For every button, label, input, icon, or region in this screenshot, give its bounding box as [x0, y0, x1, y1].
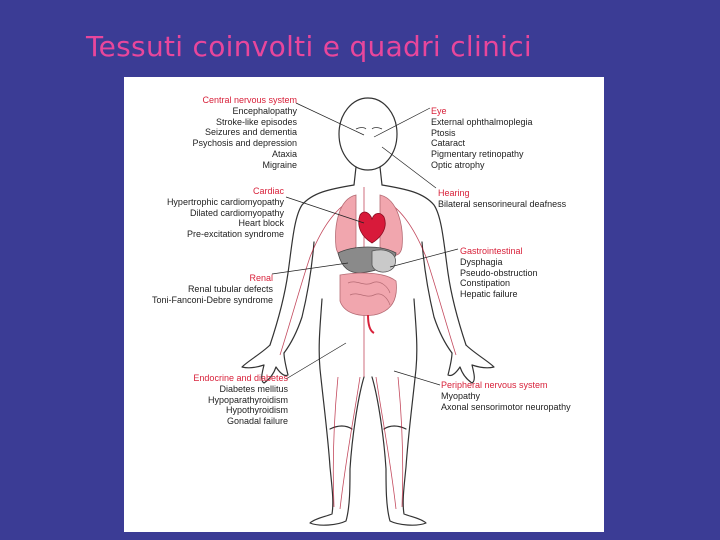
item-cns-5: Ataxia	[271, 148, 297, 159]
item-eye-3: Cataract	[431, 138, 466, 149]
item-renal-1: Renal tubular defects	[187, 283, 273, 294]
intestines	[340, 273, 396, 315]
item-eye-1: External ophthalmoplegia	[431, 116, 533, 127]
item-eye-4: Pigmentary retinopathy	[431, 149, 524, 160]
item-cns-6: Migraine	[262, 159, 297, 170]
item-endocrine-3: Hypothyroidism	[225, 405, 288, 416]
item-endocrine-1: Diabetes mellitus	[219, 383, 288, 394]
item-cns-3: Seizures and dementia	[204, 127, 297, 138]
item-gastro-4: Hepatic failure	[460, 289, 518, 300]
heading-renal: Renal	[249, 273, 273, 283]
stomach	[372, 250, 396, 272]
item-cns-2: Stroke-like episodes	[215, 116, 297, 127]
item-cardiac-1: Hypertrophic cardiomyopathy	[166, 196, 284, 207]
label-group-pns	[441, 380, 571, 412]
item-gastro-2: Pseudo-obstruction	[460, 267, 538, 278]
heading-cns: Central nervous system	[202, 95, 297, 105]
label-group-cardiac	[167, 186, 284, 240]
heading-gastro: Gastrointestinal	[460, 246, 523, 256]
label-group-gastro	[460, 246, 538, 300]
label-group-renal	[152, 273, 273, 305]
item-endocrine-4: Gonadal failure	[226, 416, 288, 427]
item-gastro-1: Dysphagia	[460, 256, 503, 267]
label-group-endocrine	[193, 373, 288, 427]
item-cardiac-4: Pre-excitation syndrome	[186, 229, 284, 240]
label-group-cns	[192, 95, 297, 171]
colon	[368, 315, 374, 333]
item-pns-1: Myopathy	[441, 390, 481, 401]
label-group-eye	[431, 106, 533, 171]
heading-cardiac: Cardiac	[252, 186, 284, 196]
item-eye-2: Ptosis	[431, 127, 456, 138]
item-gastro-3: Constipation	[460, 278, 511, 289]
body-diagram	[124, 77, 604, 532]
item-renal-2: Toni-Fanconi-Debre syndrome	[151, 294, 273, 305]
item-cns-4: Psychosis and depression	[192, 138, 297, 149]
item-pns-2: Axonal sensorimotor neuropathy	[441, 401, 571, 412]
item-cardiac-2: Dilated cardiomyopathy	[189, 207, 284, 218]
item-cns-1: Encephalopathy	[232, 105, 297, 116]
heading-endocrine: Endocrine and diabetes	[193, 373, 288, 383]
item-cardiac-3: Heart block	[238, 218, 284, 229]
heading-eye: Eye	[431, 106, 447, 116]
heading-hearing: Hearing	[438, 188, 470, 198]
lung-left	[336, 195, 356, 255]
heading-pns: Peripheral nervous system	[441, 380, 548, 390]
slide-title: Tessuti coinvolti e quadri clinici	[86, 30, 532, 63]
label-group-hearing	[438, 188, 566, 210]
item-eye-5: Optic atrophy	[431, 159, 485, 170]
item-endocrine-2: Hypoparathyroidism	[207, 394, 288, 405]
item-hearing-1: Bilateral sensorineural deafness	[438, 198, 567, 209]
